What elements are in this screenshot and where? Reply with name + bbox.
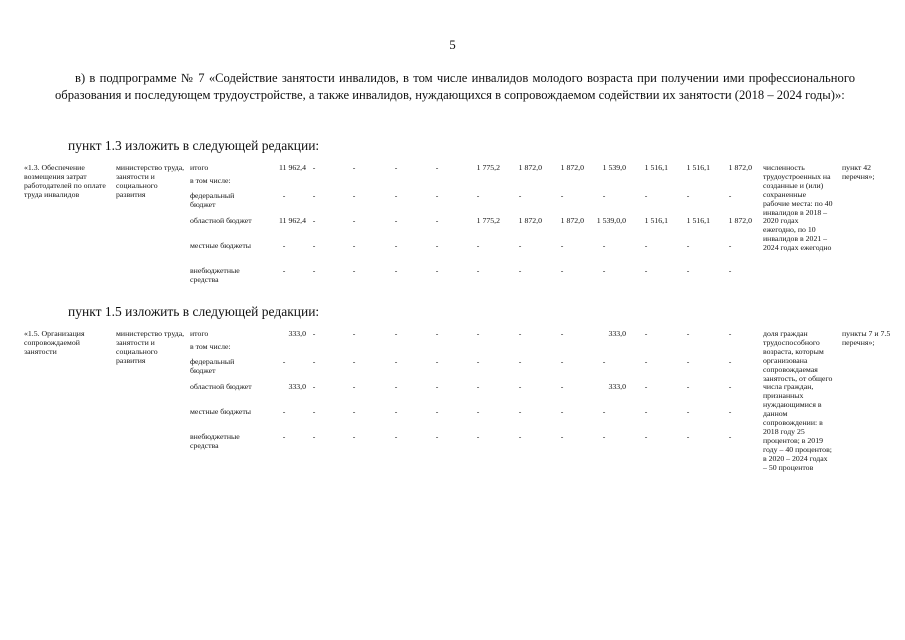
funding-value: - [394,407,398,416]
funding-value: - [728,407,732,416]
funding-source: в том числе: [190,176,231,185]
funding-value: - [312,266,316,275]
funding-value: 1 539,0 [602,163,626,172]
funding-value: - [394,216,398,225]
funding-source: областной бюджет [190,216,252,225]
funding-value: - [518,329,522,338]
funding-value: - [560,266,564,275]
funding-value: - [602,407,606,416]
funding-value: - [282,191,286,200]
funding-value: - [282,241,286,250]
funding-value: - [312,357,316,366]
funding-value: - [282,266,286,275]
funding-value: - [518,266,522,275]
funding-value: 1 539,0,0 [596,216,626,225]
reference-text: пункты 7 и 7.5 перечня»; [842,329,891,347]
funding-value: - [728,382,732,391]
funding-value: - [435,407,439,416]
funding-value: 1 516,1 [686,163,710,172]
funding-value: - [352,216,356,225]
funding-value: - [312,432,316,441]
funding-value: - [602,357,606,366]
funding-value: - [686,407,690,416]
funding-value: - [476,329,480,338]
funding-value: - [476,191,480,200]
funding-value: - [644,407,648,416]
funding-value: - [686,191,690,200]
funding-value: - [476,266,480,275]
funding-source: в том числе: [190,342,231,351]
section2-instruction: пункт 1.5 изложить в следующей редакции: [68,304,320,319]
funding-value: - [560,382,564,391]
funding-value: - [435,163,439,172]
funding-source: внебюджетные средства [190,432,240,450]
intro-paragraph: в) в подпрограмме № 7 «Содействие занятости инвалидов, в том числе инвалидов молодого возраста при получении ими профессионального образования и последующем трудоустройстве, а также инвалидов, нуждающихся в сопровождаемом содействии их занятости (2018 – 2024 годы)»: [55,71,855,102]
indicator-text: доля граждан трудоспособного возраста, которым организована сопровождаемая занятость, от общего числа граждан, признанных нуждающимися в данном сопровождении: в 2018 году 25 процентов; в 2019 году – 40 процентов; в 2020 – 2024 годах – 50 процентов [763,329,833,472]
funding-value: - [686,357,690,366]
funding-value: - [602,432,606,441]
funding-value: - [728,329,732,338]
funding-source: федеральный бюджет [190,191,235,209]
funding-value: - [728,241,732,250]
indicator-text: численность трудоустроенных на созданные и (или) сохраненные рабочие места: по 40 инвалидов в 2018 – 2020 годах ежегодно, по 10 инвалидов в 2021 – 2024 годах ежегодно [763,163,833,253]
funding-value: - [352,432,356,441]
funding-value: - [518,432,522,441]
funding-value: 1 775,2 [476,216,500,225]
funding-value: - [644,432,648,441]
funding-value: - [518,191,522,200]
funding-value: - [312,216,316,225]
funding-value: - [352,382,356,391]
page-number: 5 [449,37,456,52]
funding-value: - [686,241,690,250]
reference-text: пункт 42 перечня»; [842,163,875,181]
funding-value: 1 775,2 [476,163,500,172]
executor-name: министерство труда, занятости и социального развития [116,329,185,365]
funding-value: - [560,191,564,200]
funding-value: - [394,163,398,172]
funding-value: - [644,241,648,250]
funding-source: итого [190,163,209,172]
funding-value: - [282,407,286,416]
funding-value: - [644,266,648,275]
funding-value: - [435,329,439,338]
funding-value: 1 872,0 [728,216,752,225]
funding-value: - [728,432,732,441]
funding-source: областной бюджет [190,382,252,391]
funding-value: 333,0 [608,382,626,391]
funding-value: - [352,329,356,338]
funding-value: - [312,191,316,200]
funding-value: 1 872,0 [560,163,584,172]
funding-value: - [435,432,439,441]
funding-value: - [394,382,398,391]
funding-value: - [435,241,439,250]
funding-value: - [394,191,398,200]
funding-value: - [728,191,732,200]
funding-value: - [560,357,564,366]
funding-value: - [312,382,316,391]
funding-value: - [686,432,690,441]
funding-value: - [435,382,439,391]
funding-value: - [560,241,564,250]
funding-value: 333,0 [288,329,306,338]
funding-value: - [476,407,480,416]
funding-value: - [394,329,398,338]
funding-value: 11 962,4 [279,163,306,172]
item-name: «1.3. Обеспечение возмещения затрат работодателей по оплате труда инвалидов [24,163,106,199]
funding-value: - [518,241,522,250]
funding-value: - [560,329,564,338]
funding-value: - [686,266,690,275]
funding-source: внебюджетные средства [190,266,240,284]
funding-value: - [352,266,356,275]
funding-value: 1 872,0 [518,216,542,225]
funding-value: - [312,407,316,416]
funding-value: - [644,357,648,366]
funding-value: - [644,191,648,200]
funding-source: местные бюджеты [190,241,252,250]
funding-value: - [282,432,286,441]
funding-value: - [476,382,480,391]
funding-value: 333,0 [288,382,306,391]
funding-source: местные бюджеты [190,407,252,416]
funding-value: 11 962,4 [279,216,306,225]
funding-value: 1 872,0 [518,163,542,172]
funding-value: - [352,407,356,416]
funding-value: - [312,163,316,172]
funding-value: - [560,407,564,416]
funding-value: - [476,357,480,366]
funding-value: 1 516,1 [644,216,668,225]
funding-value: - [644,382,648,391]
funding-value: - [728,357,732,366]
funding-value: - [352,163,356,172]
section1-instruction: пункт 1.3 изложить в следующей редакции: [68,138,320,153]
funding-value: 1 872,0 [560,216,584,225]
funding-value: - [394,266,398,275]
funding-value: - [352,241,356,250]
funding-value: - [435,357,439,366]
funding-source: федеральный бюджет [190,357,235,375]
funding-value: - [435,191,439,200]
funding-value: - [602,241,606,250]
funding-value: - [518,357,522,366]
funding-value: - [312,241,316,250]
funding-value: - [435,216,439,225]
funding-source: итого [190,329,209,338]
funding-value: - [476,241,480,250]
funding-value: - [394,241,398,250]
funding-value: - [728,266,732,275]
funding-value: - [394,357,398,366]
funding-value: - [602,266,606,275]
funding-value: - [435,266,439,275]
funding-value: 1 516,1 [644,163,668,172]
funding-value: - [686,382,690,391]
funding-value: - [312,329,316,338]
funding-value: - [686,329,690,338]
executor-name: министерство труда, занятости и социального развития [116,163,185,199]
funding-value: - [602,191,606,200]
funding-value: 1 872,0 [728,163,752,172]
funding-value: - [518,407,522,416]
funding-value: - [282,357,286,366]
funding-value: 333,0 [608,329,626,338]
funding-value: - [518,382,522,391]
funding-value: - [352,191,356,200]
item-name: «1.5. Организация сопровождаемой занятости [24,329,85,356]
funding-value: - [394,432,398,441]
funding-value: - [476,432,480,441]
funding-value: 1 516,1 [686,216,710,225]
funding-value: - [644,329,648,338]
funding-value: - [560,432,564,441]
funding-value: - [352,357,356,366]
